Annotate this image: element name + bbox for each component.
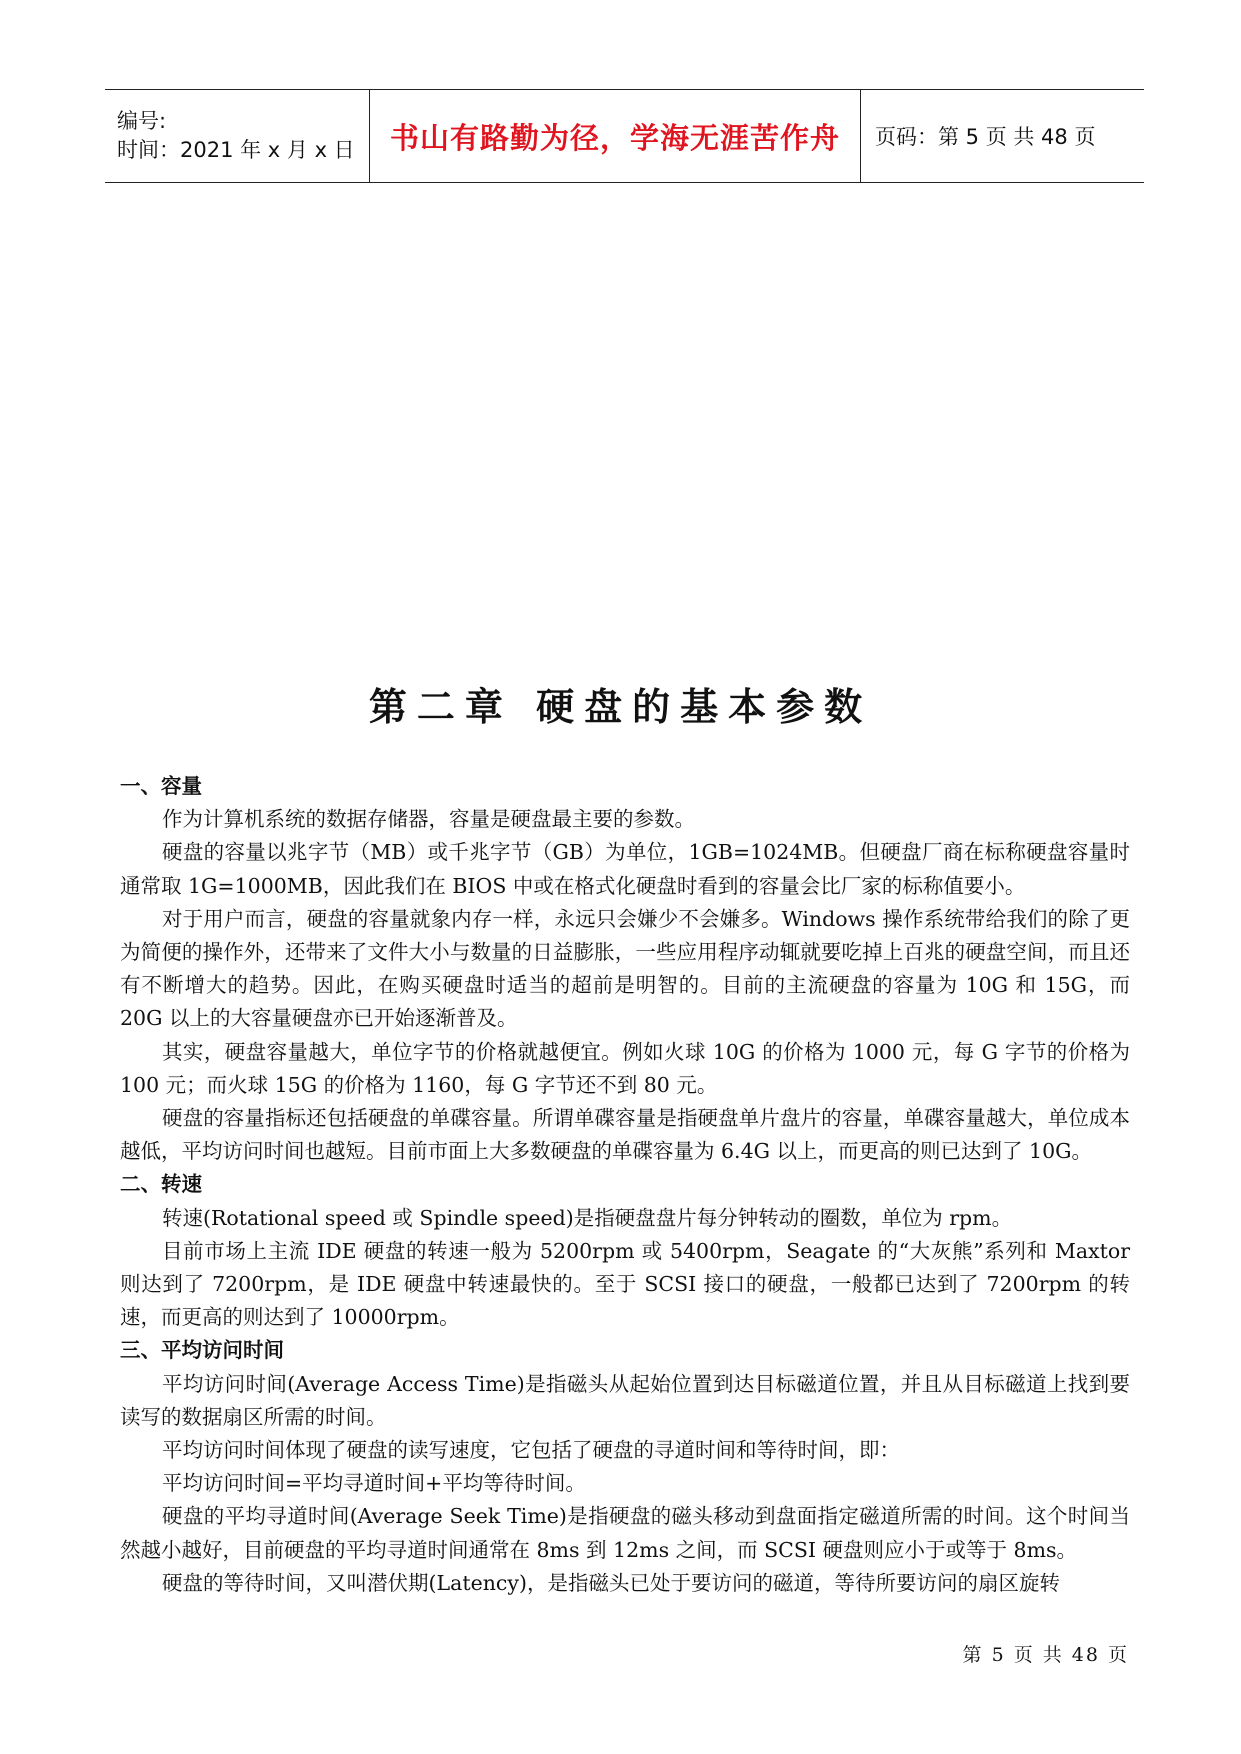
section-average-access-time xyxy=(120,1334,1130,1600)
section-heading: 一、容量 xyxy=(120,774,202,798)
paragraph: 其实，硬盘容量越大，单位字节的价格就越便宜。例如火球 10G 的价格为 1000 元，每 G 字节的价格为 100 元；而火球 15G 的价格为 1160，每 G 字节还不到 80 元。 xyxy=(120,1039,1130,1097)
paragraph: 硬盘的等待时间，又叫潜伏期(Latency)，是指磁头已处于要访问的磁道，等待所要访问的扇区旋转 xyxy=(162,1570,1060,1595)
header-page-cell xyxy=(861,90,1144,182)
paragraph: 目前市场上主流 IDE 硬盘的转速一般为 5200rpm 或 5400rpm，Seagate 的“大灰熊”系列和 Maxtor 则达到了 7200rpm，是 IDE 硬盘中转速最快的。至于 SCSI 接口的硬盘，一般都已达到了 7200rpm 的转速，而更高的则达到了 10000rpm。 xyxy=(120,1238,1130,1330)
paragraph: 作为计算机系统的数据存储器，容量是硬盘最主要的参数。 xyxy=(162,807,695,832)
header-page-number: 页码：第 5 页 共 48 页 xyxy=(875,125,1096,149)
document-date-label: 时间：2021 年 x 月 x 日 xyxy=(117,138,355,162)
section-rotational-speed xyxy=(120,1168,1130,1334)
paragraph: 硬盘的容量指标还包括硬盘的单碟容量。所谓单碟容量是指硬盘单片盘片的容量，单碟容量越大，单位成本越低，平均访问时间也越短。目前市面上大多数硬盘的单碟容量为 6.4G 以上，而更高的则已达到了 10G。 xyxy=(120,1106,1130,1164)
header-motto: 书山有路勤为径，学海无涯苦作舟 xyxy=(389,120,840,155)
page-footer: 第 5 页 共 48 页 xyxy=(962,1644,1129,1666)
section-heading: 三、平均访问时间 xyxy=(120,1338,284,1363)
header-motto-cell xyxy=(369,90,861,182)
paragraph: 平均访问时间体现了硬盘的读写速度，它包括了硬盘的寻道时间和等待时间，即： xyxy=(162,1438,900,1463)
document-number-label: 编号: xyxy=(117,109,167,133)
paragraph: 转速(Rotational speed 或 Spindle speed)是指硬盘盘片每分钟转动的圈数，单位为 rpm。 xyxy=(162,1205,1013,1230)
page-header xyxy=(105,89,1144,183)
paragraph: 对于用户而言，硬盘的容量就象内存一样，永远只会嫌少不会嫌多。Windows 操作系统带给我们的除了更为简便的操作外，还带来了文件大小与数量的日益膨胀，一些应用程序动辄就要吃掉上百兆的硬盘空间，而且还有不断增大的趋势。因此，在购买硬盘时适当的超前是明智的。目前的主流硬盘的容量为 10G 和 15G，而 20G 以上的大容量硬盘亦已开始逐渐普及。 xyxy=(120,906,1130,1031)
header-info-cell xyxy=(105,90,369,182)
document-body xyxy=(120,770,1130,1600)
paragraph: 硬盘的容量以兆字节（MB）或千兆字节（GB）为单位，1GB=1024MB。但硬盘厂商在标称硬盘容量时通常取 1G=1000MB，因此我们在 BIOS 中或在格式化硬盘时看到的容量会比厂家的标称值要小。 xyxy=(120,840,1130,898)
paragraph: 平均访问时间(Average Access Time)是指磁头从起始位置到达目标磁道位置，并且从目标磁道上找到要读写的数据扇区所需的时间。 xyxy=(120,1371,1130,1429)
section-heading: 二、转速 xyxy=(120,1172,202,1197)
section-capacity xyxy=(120,770,1130,1168)
chapter-title: 第二章 硬盘的基本参数 xyxy=(368,684,873,729)
paragraph: 平均访问时间=平均寻道时间+平均等待时间。 xyxy=(162,1471,586,1496)
paragraph: 硬盘的平均寻道时间(Average Seek Time)是指硬盘的磁头移动到盘面指定磁道所需的时间。这个时间当然越小越好，目前硬盘的平均寻道时间通常在 8ms 到 12ms 之间，而 SCSI 硬盘则应小于或等于 8ms。 xyxy=(120,1504,1130,1562)
